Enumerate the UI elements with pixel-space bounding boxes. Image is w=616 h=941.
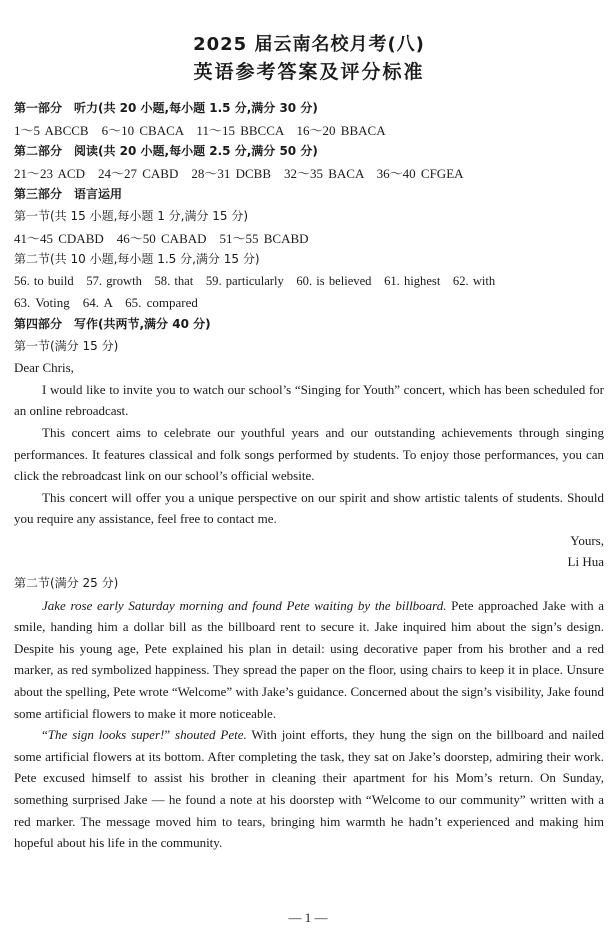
answer-key-page	[14, 32, 604, 854]
part4-heading: 第四部分 写作(共两节,满分 40 分)	[14, 316, 211, 331]
story-p2-lead: The sign looks super!	[47, 727, 165, 743]
part4-section1-title: 第一节(满分 15 分)	[14, 338, 119, 353]
letter-salutation: Dear Chris,	[14, 360, 74, 376]
part2-heading: 第二部分 阅读(共 20 小题,每小题 2.5 分,满分 50 分)	[14, 144, 318, 159]
part1-heading: 第一部分 听力(共 20 小题,每小题 1.5 分,满分 30 分)	[14, 101, 318, 115]
part3-section2-title: 第二节(共 10 小题,每小题 1.5 分,满分 15 分)	[14, 252, 260, 267]
story-p1-rest: Pete approached Jake with a smile, handing him a dollar bill as the billboard rent to secure it. Jake inquired him about the sign’s design. Despite his young age, Pete explained his plan in detail: using decorative paper from his brother and a red marker, as red symbolized happiness. They spread the paper on the floor, using chairs to keep it in place. Unsure about the spelling, Pete wrote “Welcome” with Jake’s guidance. Concerned about the sign’s visibility, Jake found some artificial flowers to make it more noticeable.	[14, 597, 604, 721]
part3-section2-answers-line1: 56. to build 57. growth 58. that 59. particularly 60. is believed 61. highest 62. with	[14, 273, 496, 288]
story-p1-lead: Jake rose early Saturday morning and found Pete waiting by the billboard.	[42, 597, 447, 613]
letter-paragraph: This concert aims to celebrate our youthful years and our outstanding achievements through singing performances. It features classical and folk songs performed by students. To enjoy those performances, you can click the rebroadcast link on our school’s official website.	[14, 424, 604, 484]
letter-closing: Yours,	[570, 532, 604, 548]
story-p2-lead2: shouted Pete.	[170, 727, 247, 743]
story-p2-close-quote: ”	[164, 727, 171, 743]
part4-section2-title: 第二节(满分 25 分)	[14, 576, 119, 591]
part2-answers: 21～23 ACD 24～27 CABD 28～31 DCBB 32～35 BACA 36～40 CFGEA	[14, 165, 464, 181]
story-p2-rest: With joint efforts, they hung the sign on the billboard and nailed some artificial flowers at its bottom. After completing the task, they sat on Jake’s doorstep, admiring their work. Pete excused himself to assist his brother in cleaning their apartment for his Mom’s return. On Sunday, something surprised Jake — he found a note at his doorstep with “Welcome to our community” written with a red marker. The message moved him to tears, bringing him warmth he hadn’t experienced and making him hopeful about his life in the community.	[14, 727, 604, 851]
part3-section2-answers-line2: 63. Voting 64. A 65. compared	[14, 295, 198, 311]
story-paragraph-1	[14, 595, 604, 725]
page-subtitle: 英语参考答案及评分标准	[193, 61, 425, 83]
letter-paragraph: I would like to invite you to watch our school’s “Singing for Youth” concert, which has been scheduled for an online rebroadcast.	[14, 381, 604, 419]
story-paragraph-2	[14, 724, 604, 854]
page-title: 2025 届云南名校月考(八)	[193, 34, 425, 55]
letter-paragraph: This concert will offer you a unique perspective on our spirit and show artistic talents of students. Should you require any assistance, feel free to contact me.	[14, 489, 604, 527]
page-number: — 1 —	[288, 910, 328, 925]
part3-section1-title: 第一节(共 15 小题,每小题 1 分,满分 15 分)	[14, 208, 249, 223]
part3-heading: 第三部分 语言运用	[14, 187, 123, 202]
letter-signature: Li Hua	[567, 554, 604, 570]
story-p2-open-quote: “	[42, 727, 48, 743]
part1-answers: 1～5 ABCCB 6～10 CBACA 11～15 BBCCA 16～20 BBACA	[14, 122, 386, 138]
part3-section1-answers: 41～45 CDABD 46～50 CABAD 51～55 BCABD	[14, 230, 309, 246]
